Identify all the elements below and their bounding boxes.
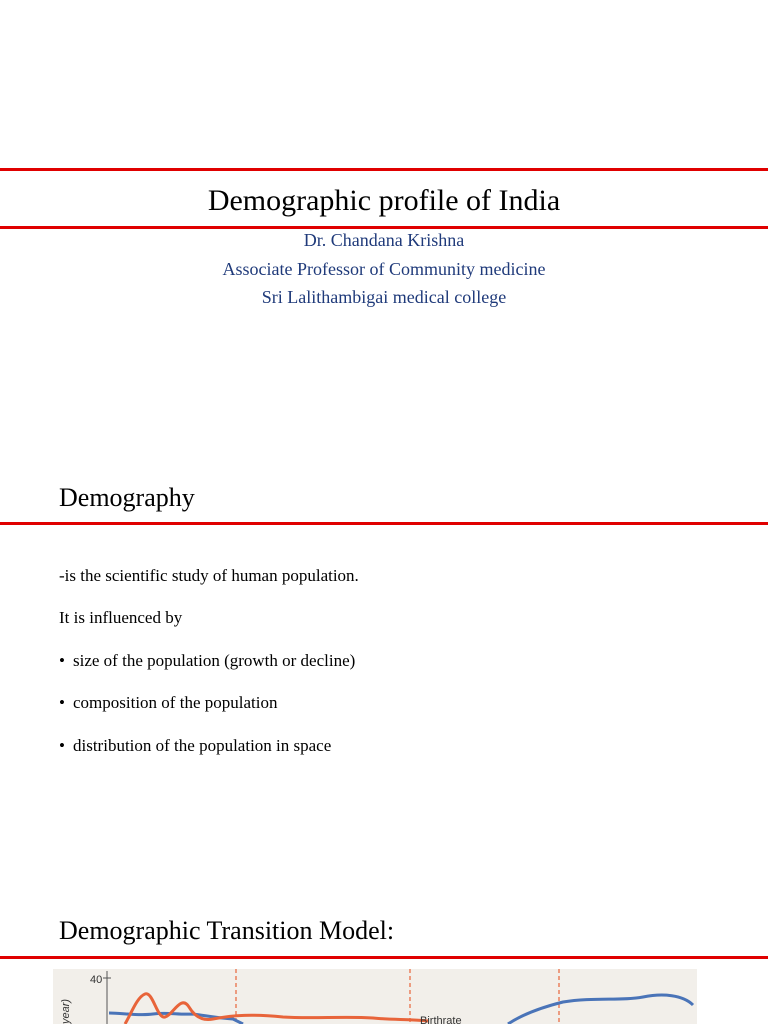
y-tick-label: 40 <box>90 974 103 986</box>
definition-text: -is the scientific study of human population. <box>59 566 359 585</box>
transition-chart-image <box>53 969 697 1024</box>
transition-chart-svg <box>53 969 697 1024</box>
author-name: Dr. Chandana Krishna <box>303 230 465 250</box>
author-position: Associate Professor of Community medicine <box>222 259 546 279</box>
series-line-right <box>508 995 693 1024</box>
intro-text: It is influenced by <box>59 608 183 627</box>
list-item-text: distribution of the population in space <box>73 736 332 755</box>
section-rule-transition-model <box>0 956 768 959</box>
section-heading-transition-model: Demographic Transition Model: <box>59 916 395 945</box>
birthrate-label: Birthrate <box>420 1015 462 1024</box>
birthrate-line <box>125 994 428 1024</box>
list-item-text: size of the population (growth or decline) <box>73 651 356 670</box>
list-item-text: composition of the population <box>73 693 278 712</box>
slide-title: Demographic profile of India <box>207 184 561 217</box>
y-axis-label: year) <box>60 998 72 1024</box>
list-item <box>59 734 331 758</box>
author-institution: Sri Lalithambigai medical college <box>261 287 507 307</box>
bullet-icon: • <box>59 651 65 670</box>
bullet-icon: • <box>59 736 65 755</box>
title-top-rule <box>0 168 768 171</box>
section-heading-demography: Demography <box>59 483 195 512</box>
section-rule-demography <box>0 522 768 525</box>
bullet-icon: • <box>59 693 65 712</box>
list-item <box>59 649 355 673</box>
list-item <box>59 691 277 715</box>
